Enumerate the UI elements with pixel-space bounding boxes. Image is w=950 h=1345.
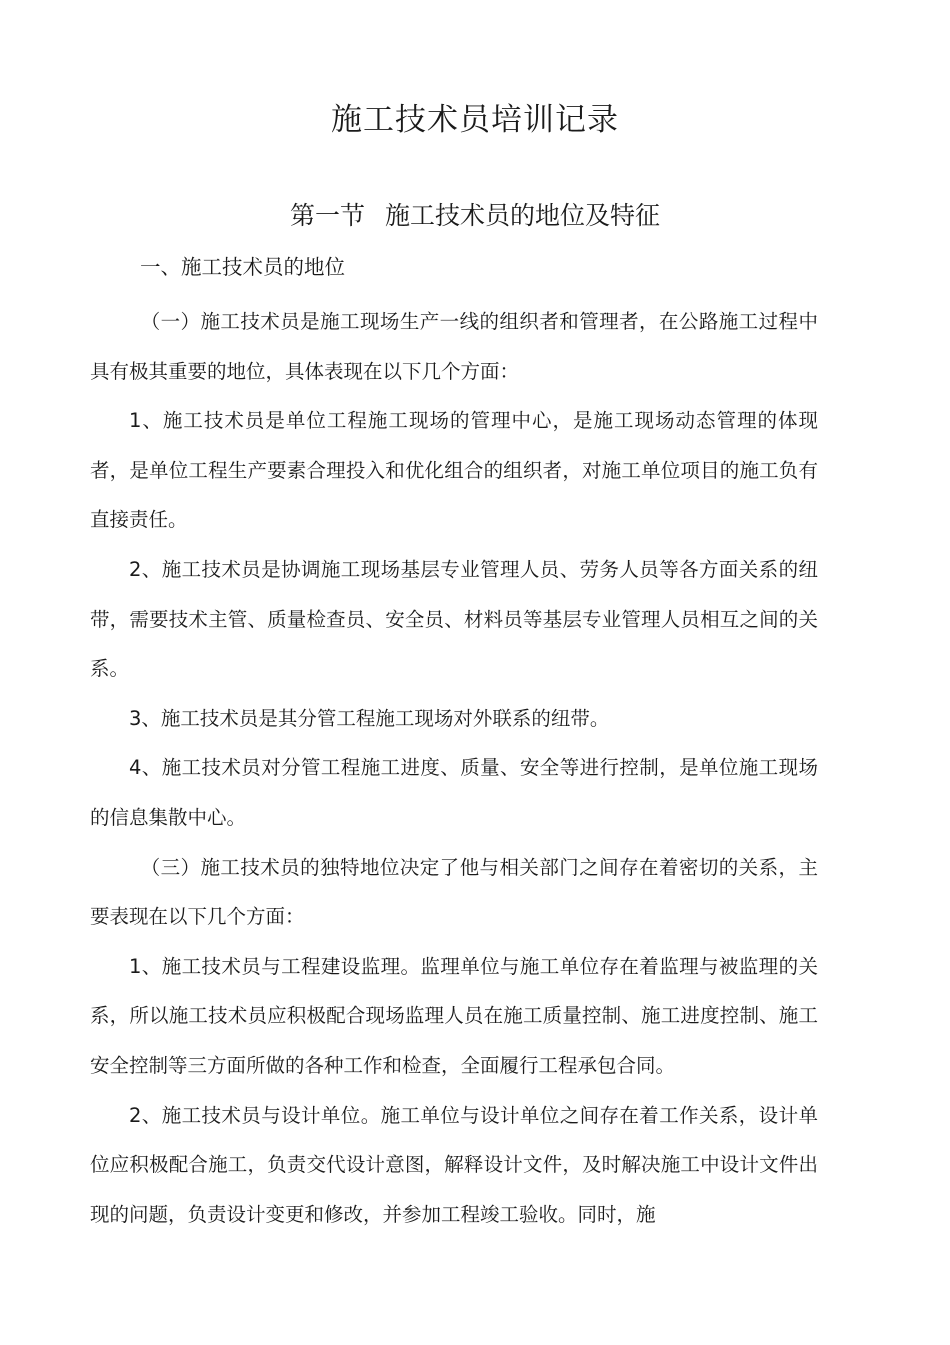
body-text [90,297,818,1239]
paragraph: 3、施工技术员是其分管工程施工现场对外联系的纽带。 [129,706,610,730]
paragraph: 4、施工技术员对分管工程施工进度、质量、安全等进行控制，是单位施工现场的信息集散中心。 [90,756,818,829]
paragraph: 2、施工技术员是协调施工现场基层专业管理人员、劳务人员等各方面关系的纽带，需要技术主管、质量检查员、安全员、材料员等基层专业管理人员相互之间的关系。 [90,557,818,681]
section-title: 施工技术员的地位及特征 [385,201,661,230]
paragraph: （一）施工技术员是施工现场生产一线的组织者和管理者，在公路施工过程中具有极其重要的地位，具体表现在以下几个方面： [90,310,818,383]
section-number: 第一节 [289,201,365,230]
paragraph: 2、施工技术员与设计单位。施工单位与设计单位之间存在着工作关系，设计单位应积极配合施工，负责交代设计意图，解释设计文件，及时解决施工中设计文件出现的问题，负责设计变更和修改，并参加工程竣工验收。同时，施 [90,1103,818,1226]
paragraph: 1、施工技术员与工程建设监理。监理单位与施工单位存在着监理与被监理的关系，所以施工技术员应积极配合现场监理人员在施工质量控制、施工进度控制、施工安全控制等三方面所做的各种工作和检查，全面履行工程承包合同。 [90,954,818,1077]
document-title: 施工技术员培训记录 [331,102,619,138]
paragraph: （三）施工技术员的独特地位决定了他与相关部门之间存在着密切的关系，主要表现在以下几个方面： [90,855,818,929]
subheading: 一、施工技术员的地位 [140,255,345,279]
paragraph: 1、施工技术员是单位工程施工现场的管理中心，是施工现场动态管理的体现者，是单位工程生产要素合理投入和优化组合的组织者，对施工单位项目的施工负有直接责任。 [90,409,818,532]
section-heading [0,196,950,236]
